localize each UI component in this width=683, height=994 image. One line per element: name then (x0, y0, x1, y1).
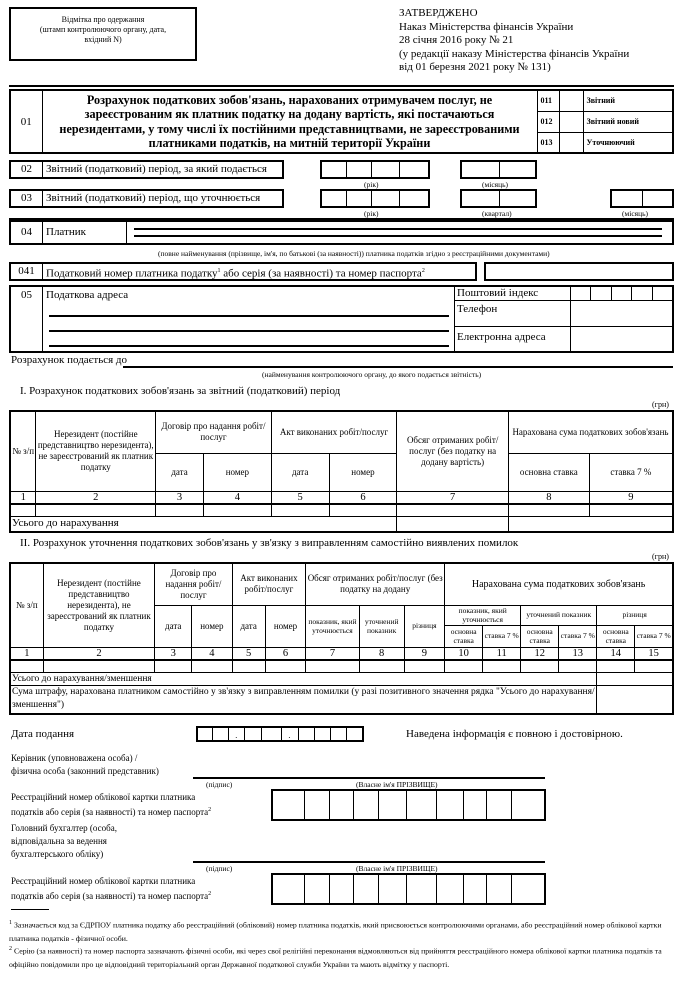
row-03-code: 03 (11, 191, 43, 206)
accountant-sign-caption: (підпис) (206, 864, 233, 873)
s1-cell[interactable] (397, 504, 509, 517)
phone-input[interactable] (570, 301, 672, 327)
s2-header-contract-number: номер (192, 605, 233, 647)
s1-cell[interactable] (36, 504, 156, 517)
s1-header-act-number: номер (329, 453, 397, 491)
stamp-line-1: Відмітка про одержання (61, 15, 145, 24)
s2-header-rate7: ставка 7 % (635, 625, 673, 647)
col-number: 8 (359, 647, 404, 660)
approved-edition-date: від 01 березня 2021 року № 131) (399, 61, 551, 73)
stamp-line-3: вхідний N) (84, 35, 122, 44)
row-02-month-input[interactable] (460, 160, 537, 179)
s2-header-difference: різниця (404, 605, 445, 647)
s2-cell[interactable] (559, 660, 597, 673)
row-04-label: Платник (43, 222, 127, 243)
receipt-stamp-box (9, 7, 197, 61)
row-05-code: 05 (11, 287, 43, 351)
postal-index-input[interactable] (570, 287, 672, 301)
footnote-divider (11, 909, 49, 910)
accountant-reg-number-label: Реєстраційний номер облікової картки платника податків або серія (за наявності) та номер паспорта$^2$ (11, 876, 212, 901)
row-041-label (9, 262, 477, 281)
s1-header-act-date: дата (271, 453, 329, 491)
s2-header-rate7: ставка 7 % (483, 625, 521, 647)
row-03-label (9, 189, 284, 208)
s2-header-corrected-indicator: уточнений показник (359, 605, 404, 647)
s2-header-act-date: дата (232, 605, 265, 647)
s1-total-accrued[interactable] (508, 517, 673, 532)
row-05-label: Податкова адреса (46, 289, 129, 301)
head-name-caption: (Власне ім'я ПРІЗВИЩЕ) (356, 780, 438, 789)
col-number: 15 (635, 647, 673, 660)
submitted-to-caption: (найменування контролюючого органу, до якого подається звітність) (262, 370, 482, 379)
s2-cell[interactable] (635, 660, 673, 673)
accountant-name-caption: (Власне ім'я ПРІЗВИЩЕ) (356, 864, 438, 873)
col-number: 6 (265, 647, 306, 660)
type-code-013: 013 (537, 132, 559, 153)
head-reg-number-input[interactable] (271, 789, 546, 821)
s1-header-contract: Договір про надання робіт/послуг (156, 411, 272, 453)
s1-cell[interactable] (329, 504, 397, 517)
type-label-011: Звітний (583, 90, 673, 111)
col-number: 7 (306, 647, 359, 660)
row-04-payer (9, 220, 674, 245)
col-number: 6 (329, 491, 397, 504)
col-number: 5 (271, 491, 329, 504)
s1-total-label: Усього до нарахування (10, 517, 397, 532)
submitted-to-label: Розрахунок подається до (11, 354, 128, 366)
col-number: 1 (10, 491, 36, 504)
s2-penalty-label: Сума штрафу, нарахована платником самостійно у зв'язку з виправленням помилки (у разі позитивного значення рядка "Усього до нарахування/зменшення") (10, 686, 597, 714)
col-number: 13 (559, 647, 597, 660)
type-label-012: Звітний новий (583, 111, 673, 132)
s1-header-accrued: Нарахована сума податкових зобов'язань (508, 411, 673, 453)
row-03-month-input[interactable] (610, 189, 674, 208)
col-number: 7 (397, 491, 509, 504)
s1-header-volume: Обсяг отриманих робіт/послуг (без податку на додану вартість) (397, 411, 509, 491)
s1-cell[interactable] (508, 504, 589, 517)
s2-cell[interactable] (445, 660, 483, 673)
type-code-011: 011 (537, 90, 559, 111)
s2-header-num: № з/п (10, 563, 43, 647)
s2-header-acc-indicator-corrected: показник, який уточнюється (445, 605, 521, 625)
s2-header-acc-corrected-indicator: уточнений показник (521, 605, 597, 625)
s2-penalty-value[interactable] (597, 686, 673, 714)
row-03-text: Звітний (податковий) період, що уточнюється (46, 192, 261, 204)
row-02-code: 02 (11, 162, 43, 177)
s1-header-rate7: ставка 7 % (589, 453, 673, 491)
row-02-label (9, 160, 284, 179)
submit-date-input[interactable]: . . (196, 726, 364, 742)
type-code-012: 012 (537, 111, 559, 132)
s2-total-value[interactable] (597, 673, 673, 686)
head-reg-number-label: Реєстраційний номер облікової картки платника податків або серія (за наявності) та номер паспорта$^2$ (11, 792, 212, 817)
type-checkbox-013[interactable] (559, 132, 583, 153)
s1-header-contract-date: дата (156, 453, 204, 491)
col-number: 10 (445, 647, 483, 660)
s2-header-nonresident: Нерезидент (постійне представництво нерезидента), не зареєстрований як платник податку (43, 563, 155, 647)
s1-total-volume[interactable] (397, 517, 509, 532)
head-label: Керівник (уповноважена особа) / фізична особа (законний представник) (11, 753, 159, 776)
section-2-table (9, 562, 674, 715)
col-number: 4 (203, 491, 271, 504)
form-title-table (9, 89, 674, 154)
s1-cell[interactable] (271, 504, 329, 517)
type-label-013: Уточнюючий (583, 132, 673, 153)
head-sign-caption: (підпис) (206, 780, 233, 789)
col-number: 9 (404, 647, 445, 660)
type-checkbox-011[interactable] (559, 90, 583, 111)
s2-total-label: Усього до нарахування/зменшення (10, 673, 597, 686)
s1-header-nonresident: Нерезидент (постійне представництво нерезидента), не зареєстрований як платник податку (36, 411, 156, 491)
s1-data-row (10, 504, 673, 517)
row-03-quarter-input[interactable] (460, 189, 537, 208)
title-code: 01 (10, 90, 42, 153)
row-04-caption: (повне найменування (прізвище, ім'я, по батькові (за наявності)) платника податків згідно з реєстраційними документами) (158, 249, 550, 258)
row-041-code: 041 (11, 264, 43, 279)
section-1-unit: (грн) (652, 400, 669, 409)
s2-cell[interactable] (404, 660, 445, 673)
s2-header-indicator-corrected: показник, який уточнюється (306, 605, 359, 647)
approval-block (399, 7, 629, 75)
s2-cell[interactable] (521, 660, 559, 673)
row-03-year-caption: (рік) (364, 209, 379, 218)
col-number: 1 (10, 647, 43, 660)
submit-date-label: Дата подання (11, 728, 75, 740)
row-03-year-input[interactable] (320, 189, 430, 208)
s2-header-contract: Договір про надання робіт/послуг (155, 563, 232, 605)
s2-cell[interactable] (192, 660, 233, 673)
col-number: 8 (508, 491, 589, 504)
s2-header-volume: Обсяг отриманих робіт/послуг (без податку на додану (306, 563, 445, 605)
row-02-year-input[interactable] (320, 160, 430, 179)
tax-number-input[interactable] (484, 262, 674, 281)
stamp-line-2: (штамп контролюючого органу, дата, (39, 25, 167, 34)
s2-cell[interactable] (359, 660, 404, 673)
col-number: 3 (155, 647, 192, 660)
s2-cell[interactable] (597, 660, 635, 673)
approved-order: Наказ Міністерства фінансів України (399, 20, 574, 33)
col-number: 11 (483, 647, 521, 660)
s2-header-contract-date: дата (155, 605, 192, 647)
accountant-signature-line[interactable] (193, 861, 545, 863)
footnote-2: $^2$ Серію (за наявності) та номер паспорта зазначають фізичні особи, які через свої релігійні переконання відмовляються від прийняття реєстраційного номера облікової картки платника податків та офіційно повідомили про це відповідний територіальний орган Державної податкової служби України та мають відмітку у паспорті. (9, 946, 662, 969)
s1-cell[interactable] (203, 504, 271, 517)
s2-cell[interactable] (43, 660, 155, 673)
section-2-title: II. Розрахунок уточнення податкових зобов'язань у зв'язку з виправленням самостійно виявлених помилок (20, 537, 519, 549)
s2-header-rate7: ставка 7 % (559, 625, 597, 647)
accountant-label: Головний бухгалтер (особа, відповідальна за ведення бухгалтерського обліку) (11, 823, 117, 859)
email-label: Електронна адреса (457, 331, 546, 343)
divider (9, 85, 674, 87)
s2-cell[interactable] (10, 660, 43, 673)
col-number: 12 (521, 647, 559, 660)
col-number: 3 (156, 491, 204, 504)
s2-cell[interactable] (232, 660, 265, 673)
email-input[interactable] (570, 327, 672, 351)
submitted-to-input[interactable] (123, 366, 673, 368)
approved-edition: (у редакції наказу Міністерства фінансів України (399, 47, 630, 60)
section-1-table (9, 410, 674, 533)
row-02-year-caption: (рік) (364, 180, 379, 189)
section-1-title: I. Розрахунок податкових зобов'язань за звітний (податковий) період (20, 385, 341, 397)
s1-header-contract-number: номер (203, 453, 271, 491)
s2-header-accrued: Нарахована сума податкових зобов'язань (445, 563, 673, 605)
s1-cell[interactable] (10, 504, 36, 517)
s2-header-basic-rate: основна ставка (445, 625, 483, 647)
col-number: 14 (597, 647, 635, 660)
postal-index-label: Поштовий індекс (455, 287, 570, 301)
s2-data-row (10, 660, 673, 673)
col-number: 5 (232, 647, 265, 660)
s2-header-basic-rate: основна ставка (521, 625, 559, 647)
s1-header-act: Акт виконаних робіт/послуг (271, 411, 397, 453)
footnote-1: $^1$ Зазначається код за ЄДРПОУ платника податку або реєстраційний (обліковий) номер платника податків, який присвоюється контролюючими органами, або реєстраційний номер облікової картки платника податків - фізичної особи. (9, 920, 662, 943)
s1-header-num: № з/п (10, 411, 36, 491)
row-05-address (9, 285, 674, 353)
s2-header-acc-difference: різниця (597, 605, 673, 625)
phone-label: Телефон (455, 301, 570, 327)
payer-name-input[interactable] (127, 222, 672, 243)
accountant-reg-number-input[interactable] (271, 873, 546, 905)
col-number: 9 (589, 491, 673, 504)
row-02-text: Звітний (податковий) період, за який подається (46, 163, 267, 175)
col-number: 4 (192, 647, 233, 660)
head-signature-line[interactable] (193, 777, 545, 779)
s2-cell[interactable] (483, 660, 521, 673)
row-03-month-caption: (місяць) (622, 209, 649, 218)
section-2-unit: (грн) (652, 552, 669, 561)
s1-cell[interactable] (156, 504, 204, 517)
s2-cell[interactable] (265, 660, 306, 673)
s2-cell[interactable] (155, 660, 192, 673)
col-number: 2 (43, 647, 155, 660)
row-02-month-caption: (місяць) (482, 180, 509, 189)
approved-date: 28 січня 2016 року № 21 (399, 34, 514, 46)
approved-heading: ЗАТВЕРДЖЕНО (399, 7, 478, 19)
row-03-quarter-caption: (квартал) (482, 209, 512, 218)
row-041-text: Податковий номер платника податку$^1$ або серія (за наявності) та номер паспорта$^2$ (46, 267, 425, 280)
col-number: 2 (36, 491, 156, 504)
s2-header-basic-rate: основна ставка (597, 625, 635, 647)
s2-header-act-number: номер (265, 605, 306, 647)
s2-header-act: Акт виконаних робіт/послуг (232, 563, 306, 605)
row-04-code: 04 (11, 222, 43, 243)
type-checkbox-012[interactable] (559, 111, 583, 132)
accuracy-statement: Наведена інформація є повною і достовірною. (406, 728, 623, 740)
s1-header-basic-rate: основна ставка (508, 453, 589, 491)
s2-cell[interactable] (306, 660, 359, 673)
address-input[interactable] (49, 307, 449, 347)
form-title: Розрахунок податкових зобов'язань, нарахованих отримувачем послуг, не зареєстрованим як платник податку на додану вартість, які постачаються нерезидентами, у тому числі їх постійними представництвами, не зареєстрованими платниками податків, на митній території України (42, 90, 537, 153)
s1-cell[interactable] (589, 504, 673, 517)
